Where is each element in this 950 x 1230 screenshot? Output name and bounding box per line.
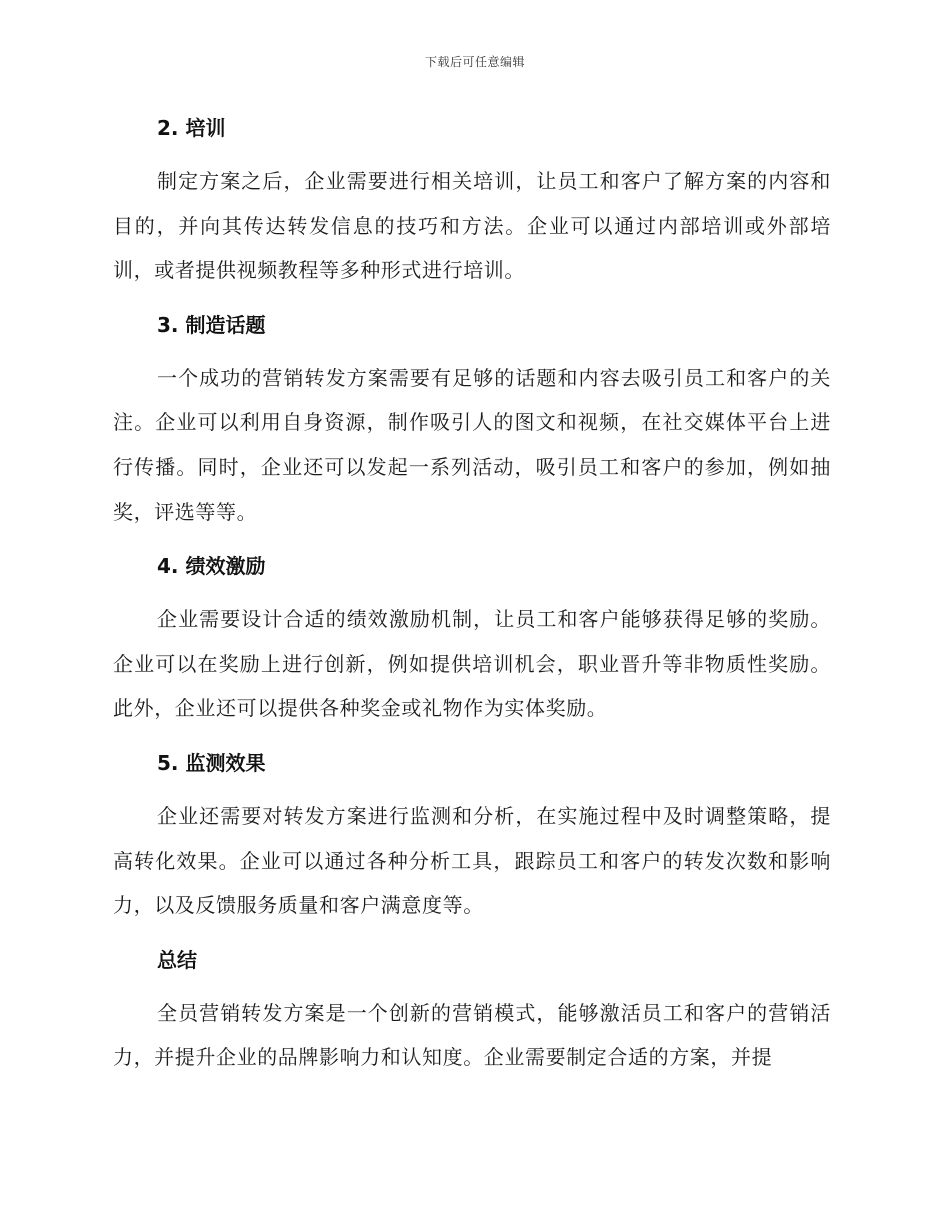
- section-performance-incentives: [113, 546, 831, 731]
- section-heading: 4. 绩效激励: [157, 554, 266, 579]
- section-paragraph: 企业还需要对转发方案进行监测和分析，在实施过程中及时调整策略，提高转化效果。企业可以通过各种分析工具，跟踪员工和客户的转发次数和影响力，以及反馈服务质量和客户满意度等。: [113, 803, 831, 918]
- section-heading: 5. 监测效果: [157, 750, 266, 775]
- section-paragraph: 一个成功的营销转发方案需要有足够的话题和内容去吸引员工和客户的关注。企业可以利用自身资源，制作吸引人的图文和视频，在社交媒体平台上进行传播。同时，企业还可以发起一系列活动，吸引员工和客户的参加，例如抽奖，评选等等。: [113, 365, 831, 524]
- section-create-topics: [113, 305, 831, 534]
- section-heading: 3. 制造话题: [157, 312, 266, 337]
- section-paragraph: 企业需要设计合适的绩效激励机制，让员工和客户能够获得足够的奖励。企业可以在奖励上进行创新，例如提供培训机会，职业晋升等非物质性奖励。此外，企业还可以提供各种奖金或礼物作为实体奖励。: [113, 607, 831, 721]
- section-monitor-results: [113, 743, 831, 928]
- section-summary: [113, 940, 831, 1080]
- section-heading: 总结: [157, 947, 197, 972]
- section-paragraph: 全员营销转发方案是一个创新的营销模式，能够激活员工和客户的营销活力，并提升企业的品牌影响力和认知度。企业需要制定合适的方案，并提: [113, 1000, 831, 1070]
- section-paragraph: 制定方案之后，企业需要进行相关培训，让员工和客户了解方案的内容和目的，并向其传达转发信息的技巧和方法。企业可以通过内部培训或外部培训，或者提供视频教程等多种形式进行培训。: [113, 169, 831, 283]
- section-training: [113, 108, 831, 293]
- page-header-note: 下载后可任意编辑: [424, 55, 525, 69]
- section-heading: 2. 培训: [157, 116, 226, 140]
- document-body: [113, 108, 831, 1092]
